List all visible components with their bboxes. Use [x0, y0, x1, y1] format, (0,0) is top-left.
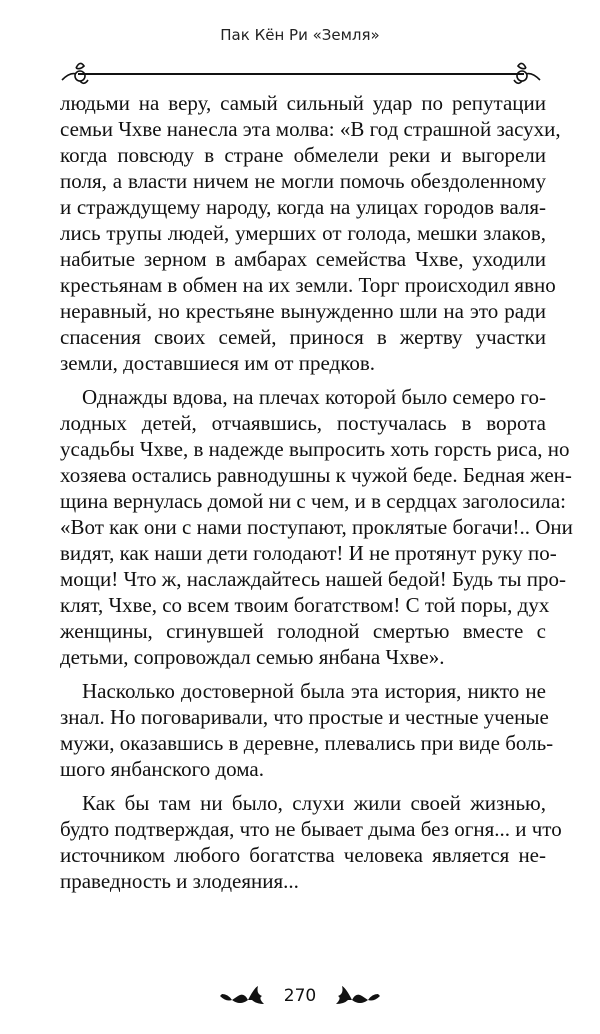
- text-line: мужи, оказавшись в деревне, плевались при виде боль-: [60, 731, 554, 755]
- text-line: детьми, сопровождал семью янбана Чхве».: [60, 645, 445, 669]
- text-line: Как бы там ни было, слухи жили своей жизнью,: [82, 791, 546, 815]
- paragraph: [60, 790, 562, 894]
- left-leaf-ornament-icon: [218, 984, 270, 1008]
- page-footer: [0, 984, 600, 1014]
- text-line: источником любого богатства человека является не-: [60, 843, 546, 867]
- text-line: усадьбы Чхве, в надежде выпросить хоть горсть риса, но: [60, 437, 570, 461]
- right-leaf-ornament-icon: [330, 984, 382, 1008]
- text-line: спасения своих семей, принося в жертву участки: [60, 325, 546, 349]
- paragraph: [60, 90, 561, 376]
- text-line: лись трупы людей, умерших от голода, мешки злаков,: [60, 221, 546, 245]
- text-line: мощи! Что ж, наслаждайтесь нашей бедой! Будь ты про-: [60, 567, 566, 591]
- paragraph: [60, 678, 554, 782]
- text-line: Однажды вдова, на плечах которой было семеро го-: [82, 385, 546, 409]
- text-line: людьми на веру, самый сильный удар по репутации: [60, 91, 546, 115]
- running-head: Пак Кён Ри «Земля»: [220, 26, 380, 44]
- text-line: крестьянам в обмен на их земли. Торг происходил явно: [60, 273, 556, 297]
- text-line: набитые зерном в амбарах семейства Чхве, уходили: [60, 247, 546, 271]
- paragraph: [60, 384, 573, 670]
- header-ornament-rule: [58, 58, 544, 88]
- text-line: женщины, сгинувшей голодной смертью вместе с: [60, 619, 546, 643]
- text-line: видят, как наши дети голодают! И не протянут руку по-: [60, 541, 557, 565]
- text-line: хозяева остались равнодушны к чужой беде. Бедная жен-: [60, 463, 572, 487]
- text-line: семьи Чхве нанесла эта молва: «В год страшной засухи,: [60, 117, 561, 141]
- text-line: когда повсюду в стране обмелели реки и выгорели: [60, 143, 546, 167]
- text-line: знал. Но поговаривали, что простые и честные ученые: [60, 705, 549, 729]
- text-line: поля, а власти ничем не могли помочь обездоленному: [60, 169, 546, 193]
- text-line: щина вернулась домой ни с чем, и в сердцах заголосила:: [60, 489, 567, 513]
- text-line: земли, доставшиеся им от предков.: [60, 351, 375, 375]
- text-line: будто подтверждая, что не бывает дыма без огня... и что: [60, 817, 562, 841]
- body-text: [60, 90, 573, 902]
- left-flourish-icon: [62, 63, 88, 83]
- text-line: и страждущему народу, когда на улицах городов валя-: [60, 195, 546, 219]
- text-line: Насколько достоверной была эта история, никто не: [82, 679, 546, 703]
- text-line: шого янбанского дома.: [60, 757, 264, 781]
- right-flourish-icon: [514, 63, 540, 83]
- text-line: праведность и злодеяния...: [60, 869, 299, 893]
- page-number: 270: [283, 986, 317, 1006]
- text-line: лодных детей, отчаявшись, постучалась в ворота: [60, 411, 546, 435]
- text-line: клят, Чхве, со всем твоим богатством! С той поры, дух: [60, 593, 550, 617]
- text-line: неравный, но крестьяне вынужденно шли на это ради: [60, 299, 546, 323]
- text-line: «Вот как они с нами поступают, проклятые богачи!.. Они: [60, 515, 573, 539]
